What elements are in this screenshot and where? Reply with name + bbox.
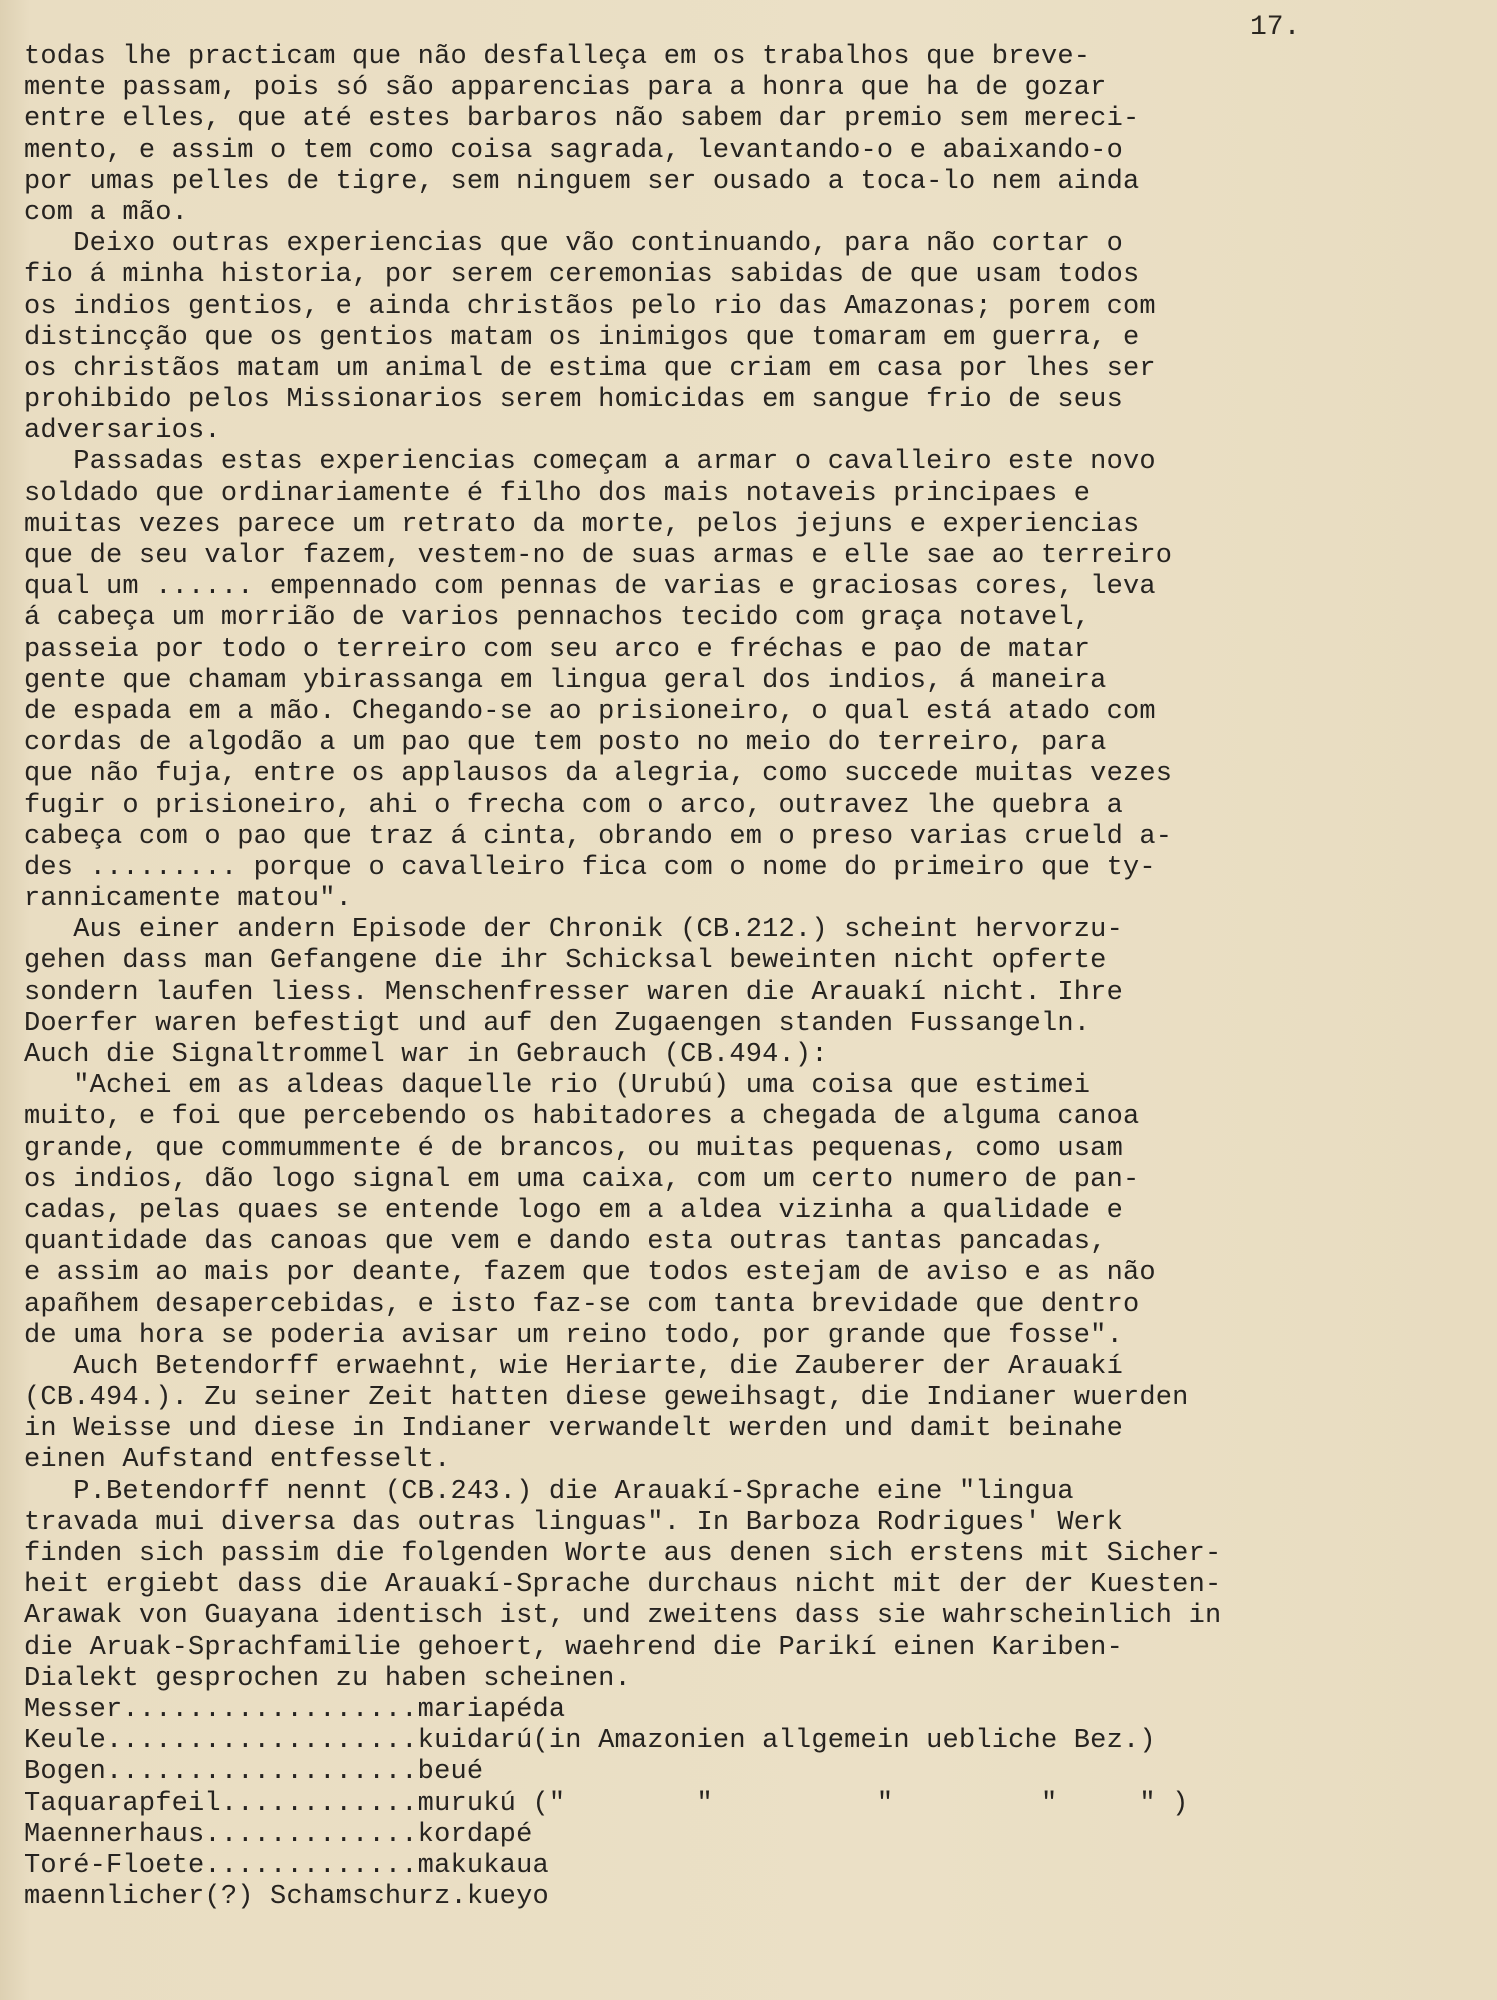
- paragraph-7: [24, 1477, 1464, 1695]
- paragraph-5: [24, 1071, 1464, 1352]
- vocabulary-entry: Toré-Floete.............makukaua: [24, 1850, 549, 1881]
- text-line: (CB.494.). Zu seiner Zeit hatten diese geweihsagt, die Indianer wuerden: [24, 1383, 1189, 1414]
- text-line: P.Betendorff nennt (CB.243.) die Arauakí-Sprache eine "lingua: [24, 1476, 1074, 1507]
- text-line: in Weisse und diese in Indianer verwandelt werden und damit beinahe: [24, 1414, 1123, 1445]
- paragraph-2: [24, 229, 1464, 447]
- text-line: Aus einer andern Episode der Chronik (CB.212.) scheint hervorzu-: [24, 915, 1123, 946]
- vocabulary-entry: Bogen...................beué: [24, 1757, 484, 1788]
- text-line: os christãos matam um animal de estima que criam em casa por lhes ser: [24, 353, 1156, 384]
- text-line: cabeça com o pao que traz á cinta, obrando em o preso varias crueld a-: [24, 821, 1173, 852]
- text-line: os indios, dão logo signal em uma caixa, com um certo numero de pan-: [24, 1164, 1140, 1195]
- vocabulary-list: [24, 1695, 1464, 1913]
- text-line: todas lhe practicam que não desfalleça em os trabalhos que breve-: [24, 42, 1091, 72]
- text-line: Auch die Signaltrommel war in Gebrauch (CB.494.):: [24, 1040, 828, 1070]
- text-line: com a mão.: [24, 197, 189, 228]
- text-line: mento, e assim o tem como coisa sagrada, levantando-o e abaixando-o: [24, 135, 1123, 166]
- text-line: "Achei em as aldeas daquelle rio (Urubú) uma coisa que estimei: [24, 1071, 1091, 1102]
- vocabulary-entry: Keule...................kuidarú(in Amazonien allgemein uebliche Bez.): [24, 1726, 1156, 1757]
- text-line: distincção que os gentios matam os inimigos que tomaram em guerra, e: [24, 322, 1140, 353]
- text-line: gente que chamam ybirassanga em lingua geral dos indios, á maneira: [24, 665, 1107, 696]
- text-line: die Aruak-Sprachfamilie gehoert, waehrend die Parikí einen Kariben-: [24, 1632, 1123, 1663]
- text-line: e assim ao mais por deante, fazem que todos estejam de aviso e as não: [24, 1258, 1156, 1289]
- text-line: cordas de algodão a um pao que tem posto no meio do terreiro, para: [24, 728, 1107, 759]
- text-line: muitas vezes parece um retrato da morte, pelos jejuns e experiencias: [24, 509, 1140, 540]
- text-line: gehen dass man Gefangene die ihr Schicksal beweinten nicht opferte: [24, 946, 1107, 977]
- text-line: heit ergiebt dass die Arauakí-Sprache durchaus nicht mit der der Kuesten-: [24, 1570, 1222, 1601]
- text-line: passeia por todo o terreiro com seu arco e fréchas e pao de matar: [24, 634, 1091, 665]
- text-line: mente passam, pois só são apparencias para a honra que ha de gozar: [24, 73, 1107, 104]
- text-line: que não fuja, entre os applausos da alegria, como succede muitas vezes: [24, 759, 1173, 790]
- text-line: prohibido pelos Missionarios serem homicidas em sangue frio de seus: [24, 385, 1123, 416]
- text-line: cadas, pelas quaes se entende logo em a aldea vizinha a qualidade e: [24, 1195, 1123, 1226]
- text-line: muito, e foi que percebendo os habitadores a chegada de alguma canoa: [24, 1102, 1140, 1133]
- text-line: quantidade das canoas que vem e dando esta outras tantas pancadas,: [24, 1227, 1107, 1258]
- text-line: adversarios.: [24, 416, 221, 447]
- text-line: travada mui diversa das outras linguas". In Barboza Rodrigues' Werk: [24, 1507, 1123, 1538]
- paragraph-3: [24, 447, 1464, 915]
- text-line: fugir o prisioneiro, ahi o frecha com o arco, outravez lhe quebra a: [24, 790, 1123, 821]
- vocabulary-entry: Maennerhaus.............kordapé: [24, 1819, 533, 1850]
- text-line: os indios gentios, e ainda christãos pelo rio das Amazonas; porem com: [24, 291, 1156, 322]
- vocabulary-entry: Messer..................mariapéda: [24, 1694, 566, 1725]
- text-line: de espada em a mão. Chegando-se ao prisioneiro, o qual está atado com: [24, 696, 1156, 727]
- vocabulary-entry: maennlicher(?) Schamschurz.kueyo: [24, 1882, 549, 1913]
- vocabulary-entry: Taquarapfeil............murukú (" " " " " ): [24, 1788, 1189, 1819]
- text-line: finden sich passim die folgenden Worte aus denen sich erstens mit Sicher-: [24, 1539, 1222, 1569]
- paragraph-4: [24, 915, 1464, 1071]
- text-line: einen Aufstand entfesselt.: [24, 1445, 451, 1476]
- text-line: apañhem desapercebidas, e isto faz-se com tanta brevidade que dentro: [24, 1289, 1140, 1320]
- paragraph-6: [24, 1352, 1464, 1477]
- text-line: des ......... porque o cavalleiro fica com o nome do primeiro que ty-: [24, 852, 1156, 883]
- text-line: Passadas estas experiencias começam a armar o cavalleiro este novo: [24, 447, 1156, 478]
- text-line: de uma hora se poderia avisar um reino todo, por grande que fosse".: [24, 1320, 1123, 1351]
- paragraph-1: [24, 42, 1464, 229]
- text-line: grande, que commummente é de brancos, ou muitas pequenas, como usam: [24, 1133, 1123, 1164]
- text-line: Auch Betendorff erwaehnt, wie Heriarte, die Zauberer der Arauakí: [24, 1351, 1123, 1382]
- text-line: rannicamente matou".: [24, 884, 353, 915]
- body-text: [24, 42, 1464, 1913]
- text-line: Deixo outras experiencias que vão continuando, para não cortar o: [24, 229, 1123, 260]
- text-line: sondern laufen liess. Menschenfresser waren die Arauakí nicht. Ihre: [24, 977, 1123, 1008]
- text-line: soldado que ordinariamente é filho dos mais notaveis principaes e: [24, 478, 1091, 509]
- text-line: entre elles, que até estes barbaros não sabem dar premio sem mereci-: [24, 104, 1140, 135]
- page-number: 17.: [1250, 12, 1301, 43]
- text-line: á cabeça um morrião de varios pennachos tecido com graça notavel,: [24, 603, 1091, 634]
- text-line: qual um ...... empennado com pennas de varias e graciosas cores, leva: [24, 572, 1156, 603]
- text-line: Dialekt gesprochen zu haben scheinen.: [24, 1663, 631, 1694]
- text-line: Doerfer waren befestigt und auf den Zugaengen standen Fussangeln.: [24, 1008, 1091, 1039]
- text-line: que de seu valor fazem, vestem-no de suas armas e elle sae ao terreiro: [24, 541, 1173, 571]
- text-line: fio á minha historia, por serem ceremonias sabidas de que usam todos: [24, 260, 1140, 291]
- text-line: por umas pelles de tigre, sem ninguem ser ousado a toca-lo nem ainda: [24, 166, 1140, 197]
- text-line: Arawak von Guayana identisch ist, und zweitens dass sie wahrscheinlich in: [24, 1601, 1222, 1632]
